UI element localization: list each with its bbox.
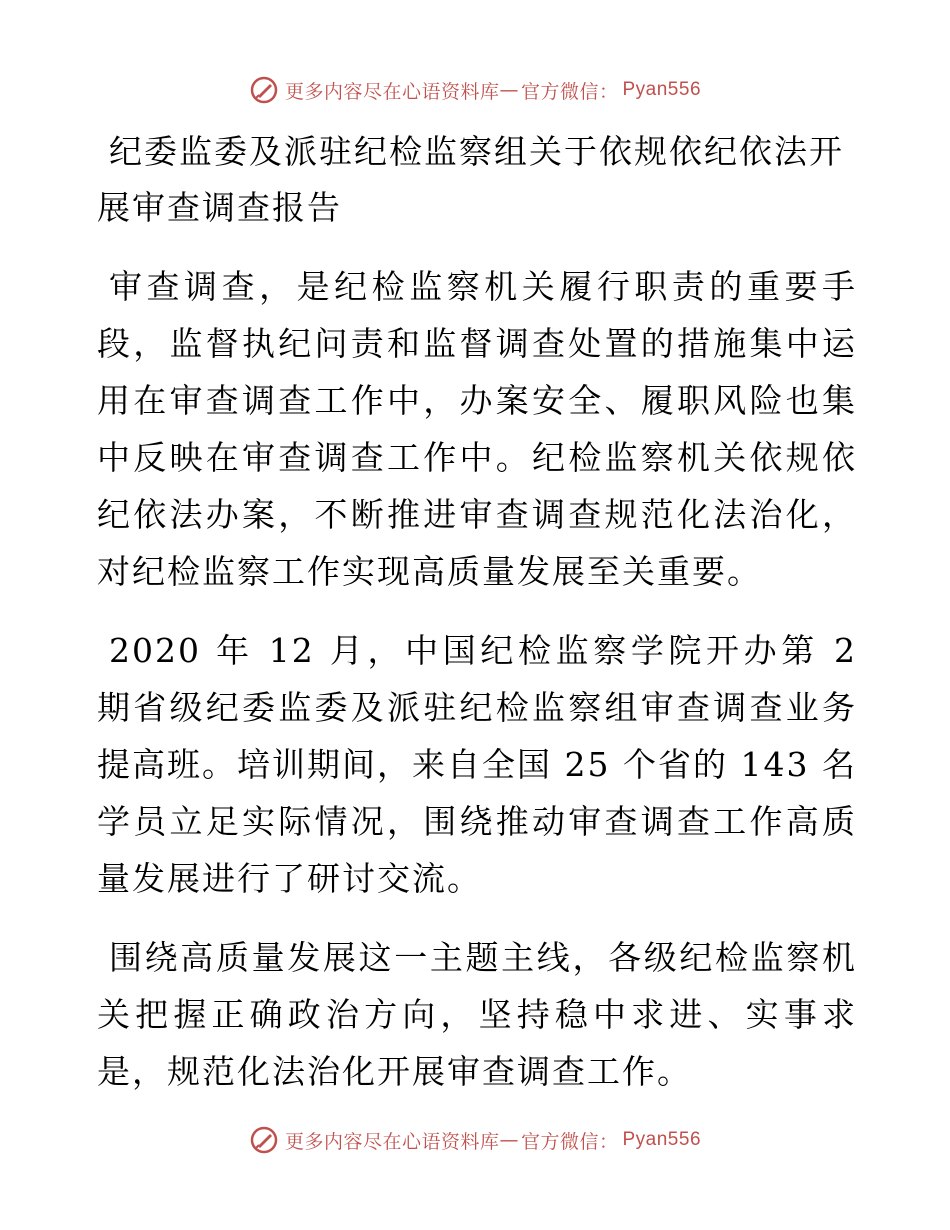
- banner-separator: —: [499, 79, 519, 101]
- quill-logo-icon: [249, 1125, 279, 1155]
- banner-wechat-label: 官方微信：: [520, 1130, 619, 1153]
- banner-wechat-handle: Pyan556: [622, 79, 702, 100]
- banner-site-text: 更多内容尽在心语资料库: [284, 1130, 500, 1153]
- document-body: [97, 124, 857, 1122]
- banner-wechat-handle: Pyan556: [622, 1129, 702, 1150]
- document-title: 纪委监委及派驻纪检监察组关于依规依纪依法开展审查调查报告: [97, 132, 844, 227]
- header-banner: [0, 70, 950, 110]
- quill-logo-icon: [249, 75, 279, 105]
- banner-wechat-label: 官方微信：: [520, 80, 619, 103]
- paragraph-3: 围绕高质量发展这一主题主线，各级纪检监察机关把握正确政治方向，坚持稳中求进、实事求是，规范化法治化开展审查调查工作。: [97, 938, 857, 1091]
- footer-banner: [0, 1120, 950, 1160]
- banner-site-text: 更多内容尽在心语资料库: [284, 80, 500, 103]
- banner-separator: —: [499, 1129, 519, 1151]
- paragraph-1: 审查调查，是纪检监察机关履行职责的重要手段，监督执纪问责和监督调查处置的措施集中运用在审查调查工作中，办案安全、履职风险也集中反映在审查调查工作中。纪检监察机关依规依纪依法办案，不断推进审查调查规范化法治化，对纪检监察工作实现高质量发展至关重要。: [97, 267, 857, 591]
- paragraph-2: 2020 年 12 月，中国纪检监察学院开办第 2 期省级纪委监委及派驻纪检监察组审查调查业务提高班。培训期间，来自全国 25 个省的 143 名学员立足实际情况，围绕推动审查调查工作高质量发展进行了研讨交流。: [97, 631, 857, 898]
